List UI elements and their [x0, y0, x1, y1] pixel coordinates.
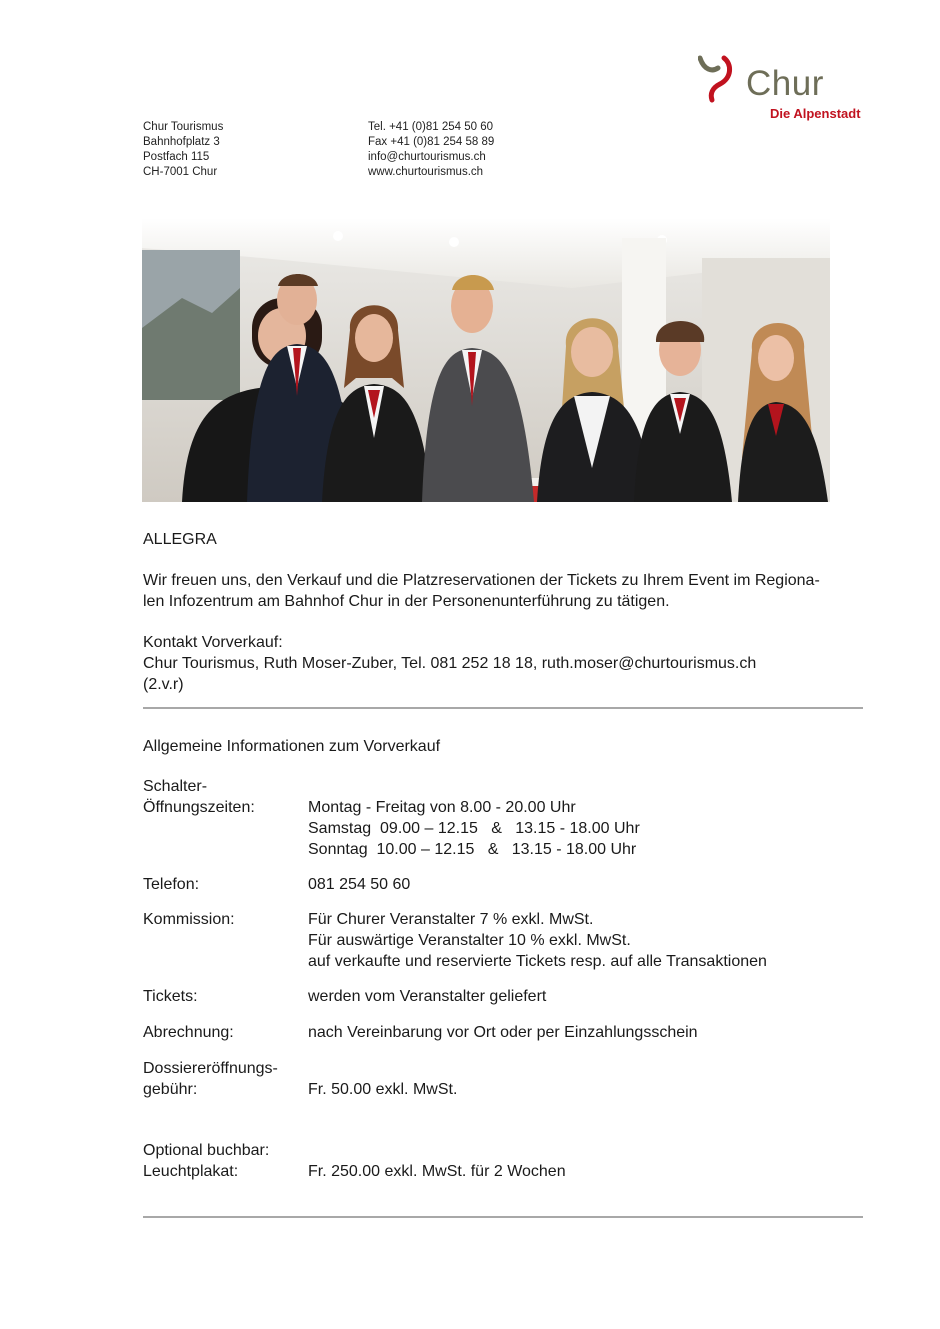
intro-paragraph	[143, 570, 863, 612]
email-link[interactable]: info@churtourismus.ch	[368, 151, 486, 163]
logo-wordmark: Chur	[746, 64, 824, 103]
info-value: Für Churer Veranstalter 7 % exkl. MwSt. Für auswärtige Veranstalter 10 % exkl. MwSt. auf verkaufte und reservierte Tickets resp. auf alle Transaktionen	[308, 911, 767, 970]
address-line: Chur Tourismus	[143, 121, 224, 133]
info-label: Dossiereröffnungs- gebühr:	[143, 1060, 278, 1098]
info-label: Abrechnung:	[143, 1024, 234, 1041]
info-value: Montag - Freitag von 8.00 - 20.00 Uhr Samstag 09.00 – 12.15 & 13.15 - 18.00 Uhr Sonntag 10.00 – 12.15 & 13.15 - 18.00 Uhr	[308, 799, 640, 858]
fax-line: Fax +41 (0)81 254 58 89	[368, 136, 495, 148]
contact-details: Chur Tourismus, Ruth Moser-Zuber, Tel. 081 252 18 18, ruth.moser@churtourismus.ch	[143, 655, 757, 672]
team-photo-illustration	[142, 218, 830, 502]
contact-heading: Kontakt Vorverkauf:	[143, 634, 283, 651]
address-line: Postfach 115	[143, 151, 210, 163]
divider	[143, 1216, 863, 1218]
contact-note: (2.v.r)	[143, 676, 184, 693]
contact-section	[143, 632, 863, 695]
address-block	[143, 120, 343, 180]
info-label: Tickets:	[143, 988, 198, 1005]
info-value: Fr. 50.00 exkl. MwSt.	[308, 1081, 458, 1098]
team-photo	[142, 218, 830, 502]
address-line: CH-7001 Chur	[143, 166, 218, 178]
info-value: Fr. 250.00 exkl. MwSt. für 2 Wochen	[308, 1163, 566, 1180]
info-label: Optional buchbar: Leuchtplakat:	[143, 1142, 270, 1180]
info-section-title: Allgemeine Informationen zum Vorverkauf	[143, 738, 441, 755]
contact-block	[368, 120, 628, 180]
info-value: werden vom Veranstalter geliefert	[308, 988, 547, 1005]
phone-line: Tel. +41 (0)81 254 50 60	[368, 121, 493, 133]
info-value: 081 254 50 60	[308, 876, 411, 893]
info-label: Kommission:	[143, 911, 235, 928]
website-link[interactable]: www.churtourismus.ch	[368, 166, 484, 178]
logo-tagline: Die Alpenstadt	[770, 106, 861, 121]
intro-line: len Infozentrum am Bahnhof Chur in der Personenunterführung zu tätigen.	[143, 593, 670, 610]
intro-line: Wir freuen uns, den Verkauf und die Platzreservationen der Tickets zu Ihrem Event im Regiona-	[143, 572, 820, 589]
chur-logo-mark-icon	[698, 54, 738, 104]
info-label: Telefon:	[143, 876, 200, 893]
info-label: Schalter- Öffnungszeiten:	[143, 778, 255, 816]
chur-logo	[698, 54, 868, 126]
info-value: nach Vereinbarung vor Ort oder per Einzahlungsschein	[308, 1024, 698, 1041]
address-line: Bahnhofplatz 3	[143, 136, 220, 148]
divider	[143, 707, 863, 709]
greeting: ALLEGRA	[143, 531, 217, 548]
